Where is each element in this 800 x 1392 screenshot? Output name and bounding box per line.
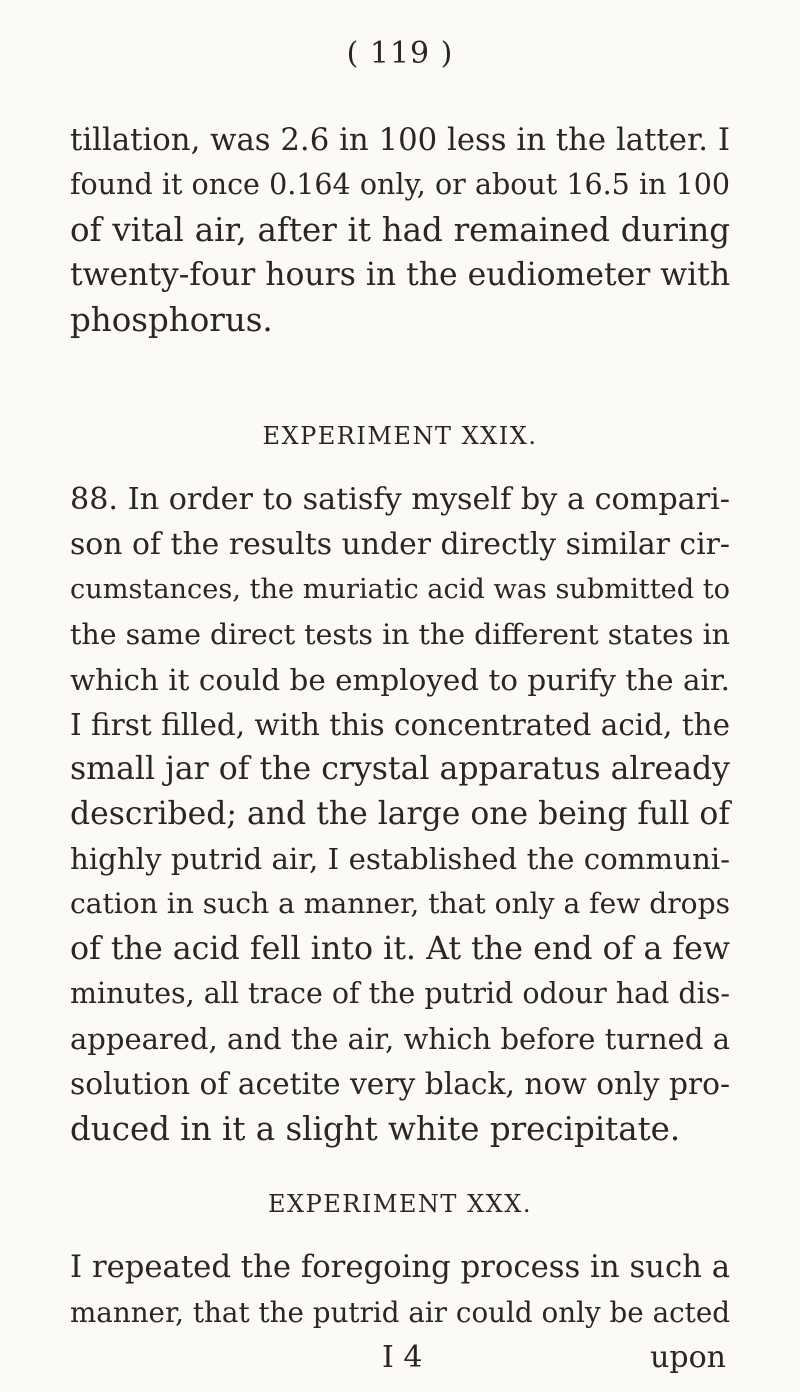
signature-mark: I 4: [382, 1340, 423, 1375]
text-line: the same direct tests in the different states in: [70, 617, 730, 651]
text-line: manner, that the putrid air could only be acted: [70, 1295, 730, 1329]
text-line: solution of acetite very black, now only pro-: [70, 1065, 730, 1101]
page-number: ( 119 ): [346, 36, 454, 71]
text-line: minutes, all trace of the putrid odour had dis-: [70, 976, 730, 1010]
text-line: of vital air, after it had remained during: [70, 210, 731, 249]
text-line: twenty-four hours in the eudiometer with: [70, 256, 731, 293]
text-line: I repeated the foregoing process in such a: [70, 1250, 730, 1285]
text-line: phosphorus.: [70, 300, 273, 339]
paragraph-middle: [70, 478, 730, 1152]
text-line: small jar of the crystal apparatus already: [70, 751, 730, 788]
text-line: highly putrid air, I established the communi-: [70, 842, 730, 877]
text-line: duced in it a slight white precipitate.: [70, 1109, 681, 1148]
experiment-heading-xxix: EXPERIMENT XXIX.: [262, 422, 538, 450]
text-line: tillation, was 2.6 in 100 less in the latter. I: [70, 122, 730, 158]
catchword: upon: [650, 1340, 726, 1375]
text-line: found it once 0.164 only, or about 16.5 in 100: [70, 167, 730, 201]
text-line: cumstances, the muriatic acid was submitted to: [70, 573, 731, 605]
text-line: appeared, and the air, which before turned a: [70, 1021, 730, 1056]
text-line: I first filled, with this concentrated acid, the: [70, 707, 730, 742]
paragraph-top: [70, 118, 730, 343]
experiment-heading-xxx: EXPERIMENT XXX.: [268, 1190, 532, 1218]
paragraph-bottom: [70, 1246, 730, 1336]
text-line: cation in such a manner, that only a few drops: [70, 887, 730, 921]
text-line: described; and the large one being full of: [70, 796, 730, 833]
text-line: son of the results under directly similar cir-: [70, 526, 730, 562]
text-line: of the acid fell into it. At the end of a few: [70, 931, 730, 968]
text-line: which it could be employed to purify the air.: [70, 662, 730, 697]
text-line: 88. In order to satisfy myself by a compari-: [70, 482, 730, 517]
